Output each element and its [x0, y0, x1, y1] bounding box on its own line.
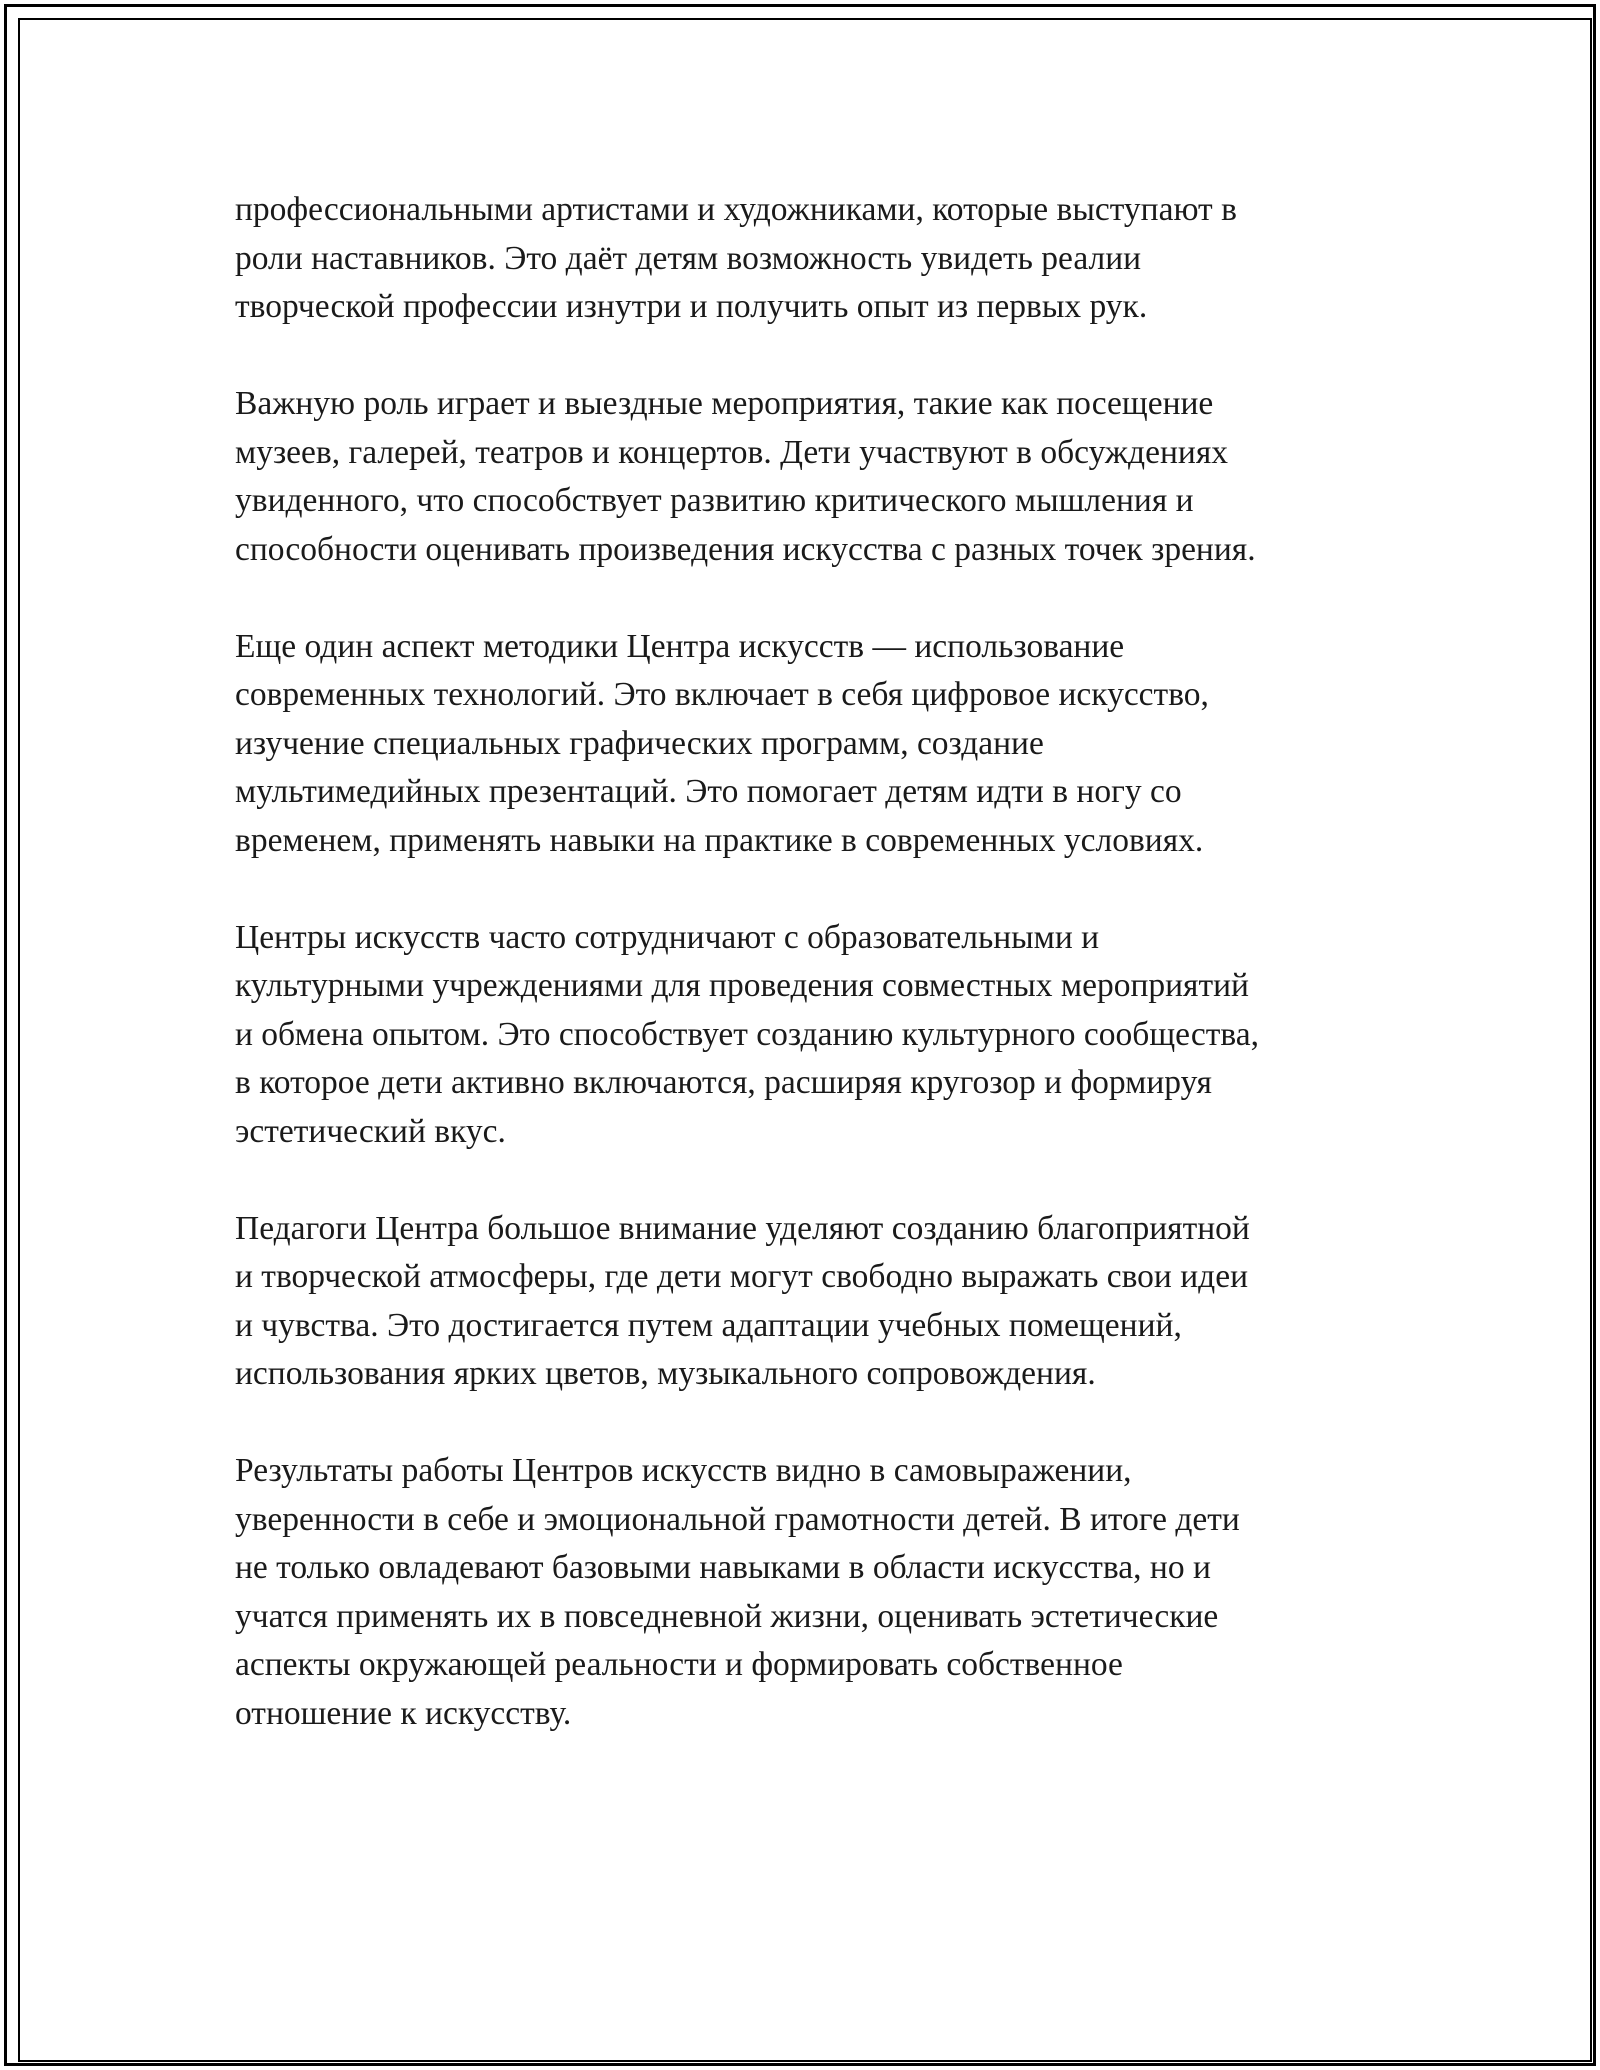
text-line: и творческой атмосферы, где дети могут свободно выражать свои идеи [235, 1258, 1248, 1295]
text-line: в которое дети активно включаются, расширяя кругозор и формируя [235, 1064, 1212, 1101]
text-line: музеев, галерей, театров и концертов. Дети участвуют в обсуждениях [235, 433, 1228, 471]
text-line: аспекты окружающей реальности и формировать собственное [235, 1646, 1123, 1683]
paragraph-field-trips [235, 380, 1385, 574]
text-line: эстетический вкус. [235, 1112, 506, 1150]
text-line: изучение специальных графических программ, создание [235, 724, 1044, 762]
text-line: Результаты работы Центров искусств видно в самовыражении, [235, 1452, 1132, 1489]
text-line: отношение к искусству. [235, 1694, 572, 1732]
paragraph-cooperation [235, 914, 1385, 1157]
text-line: способности оценивать произведения искусства с разных точек зрения. [235, 530, 1256, 568]
text-line: не только овладевают базовыми навыками в области искусства, но и [235, 1549, 1211, 1586]
text-line: культурными учреждениями для проведения совместных мероприятий [235, 967, 1249, 1004]
text-line: Важную роль играет и выездные мероприятия, такие как посещение [235, 385, 1214, 422]
paragraph-atmosphere [235, 1205, 1385, 1399]
text-line: профессиональными артистами и художниками, которые выступают в [235, 191, 1237, 228]
text-line: современных технологий. Это включает в себя цифровое искусство, [235, 676, 1209, 713]
paragraph-technology [235, 623, 1385, 866]
text-line: уверенности в себе и эмоциональной грамотности детей. В итоге дети [235, 1500, 1240, 1538]
text-line: увиденного, что способствует развитию критического мышления и [235, 482, 1194, 519]
text-line: Педагоги Центра большое внимание уделяют созданию благоприятной [235, 1209, 1250, 1247]
text-line: и чувства. Это достигается путем адаптации учебных помещений, [235, 1306, 1182, 1344]
text-line: Еще один аспект методики Центра искусств — использование [235, 627, 1125, 665]
text-line: учатся применять их в повседневной жизни, оценивать эстетические [235, 1597, 1219, 1635]
text-line: мультимедийных презентаций. Это помогает детям идти в ногу со [235, 773, 1182, 810]
text-line: Центры искусств часто сотрудничают с образовательными и [235, 918, 1100, 956]
text-line: использования ярких цветов, музыкального сопровождения. [235, 1355, 1096, 1392]
text-line: и обмена опытом. Это способствует созданию культурного сообщества, [235, 1015, 1259, 1053]
paragraph-mentors [235, 186, 1385, 332]
text-line: роли наставников. Это даёт детям возможность увидеть реалии [235, 239, 1142, 277]
text-line: творческой профессии изнутри и получить опыт из первых рук. [235, 288, 1148, 325]
text-line: временем, применять навыки на практике в современных условиях. [235, 821, 1204, 859]
paragraph-results [235, 1447, 1385, 1738]
document-body [235, 186, 1385, 1787]
